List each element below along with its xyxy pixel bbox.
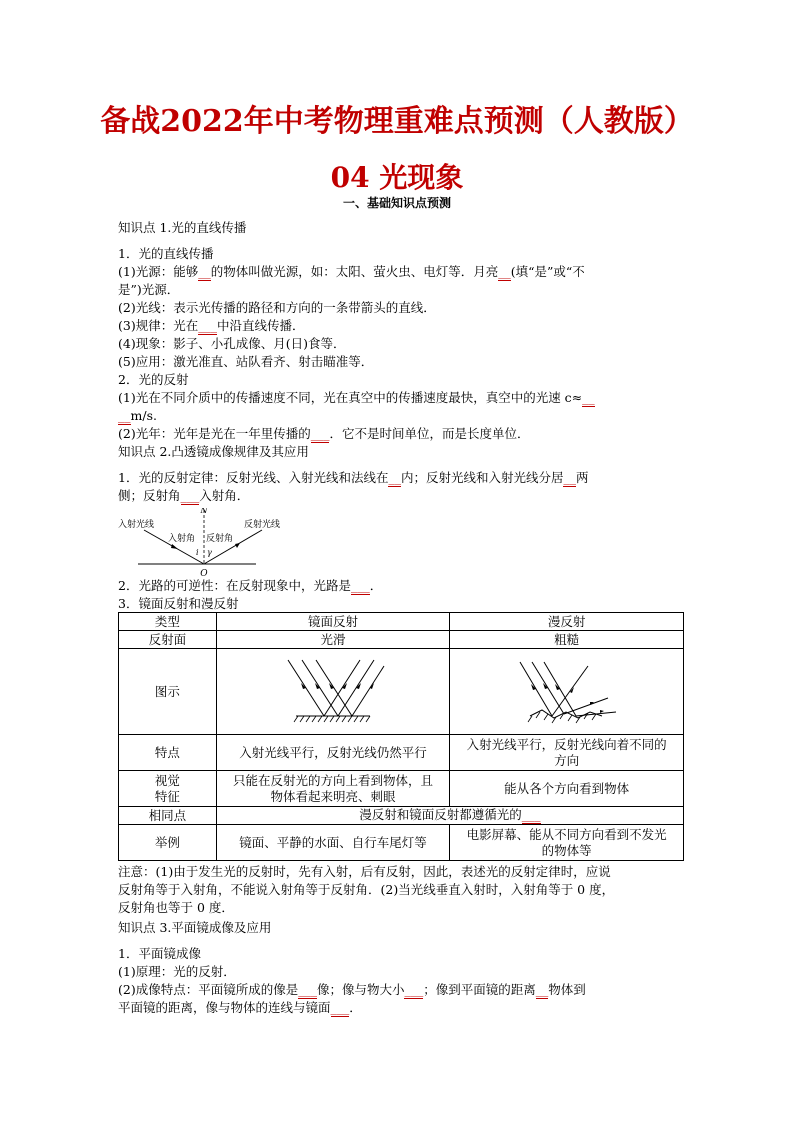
table-cell bbox=[216, 771, 450, 807]
text: 像；像与物大小 bbox=[316, 982, 405, 997]
text: 2．光路的可逆性：在反射现象中，光路是 bbox=[118, 578, 351, 593]
cell-line: 入射光线平行，反射光线向着不同的 bbox=[466, 736, 667, 752]
table-cell: 类型 bbox=[119, 613, 217, 631]
table-cell: 入射光线平行，反射光线仍然平行 bbox=[216, 735, 450, 771]
text: 平面镜的距离，像与物体的连线与镜面 bbox=[118, 1000, 331, 1015]
table-cell: 能从各个方向看到物体 bbox=[450, 771, 684, 807]
blank: ___ bbox=[350, 578, 370, 593]
blank: __ bbox=[563, 470, 576, 485]
text: m/s. bbox=[130, 408, 157, 423]
kp3-line1: (1)原理：光的反射． bbox=[118, 964, 236, 979]
chapter-title: 04 光现象 bbox=[330, 161, 464, 194]
table-cell: 相同点 bbox=[119, 807, 217, 825]
kp2-line2 bbox=[118, 488, 688, 505]
text: ． bbox=[369, 578, 383, 593]
text: 内；反射光线和入射光线分居 bbox=[400, 470, 564, 485]
text: 的物体叫做光源，如：太阳、萤火虫、电灯等．月亮 bbox=[210, 264, 499, 279]
table-cell bbox=[119, 771, 217, 807]
kp3-heading: 1．平面镜成像 bbox=[118, 946, 201, 961]
table-cell: 粗糙 bbox=[450, 631, 684, 649]
kp2-line3 bbox=[118, 578, 688, 595]
table-cell bbox=[450, 825, 684, 861]
cell-line: 物体看起来明亮、刺眼 bbox=[270, 788, 396, 804]
text: 中沿直线传播． bbox=[216, 318, 305, 333]
table-cell bbox=[216, 649, 450, 735]
specular-reflection-diagram bbox=[278, 652, 388, 728]
incident-ray-label: 入射光线 bbox=[118, 520, 155, 530]
blank: ___ bbox=[298, 982, 317, 997]
table-cell bbox=[216, 807, 683, 825]
table-row bbox=[119, 771, 684, 807]
table-cell bbox=[450, 649, 684, 735]
table-cell: 光滑 bbox=[216, 631, 450, 649]
kp1-line2: (2)光线：表示光传播的路径和方向的一条带箭头的直线． bbox=[118, 300, 436, 315]
blank: ___ bbox=[330, 1000, 350, 1015]
text: ． bbox=[349, 1000, 362, 1015]
note-line3: 反射角也等于 0 度． bbox=[118, 900, 234, 915]
blank: ___ bbox=[198, 318, 217, 333]
kp1-line6 bbox=[118, 390, 688, 407]
text: (填“是”或“不 bbox=[510, 264, 585, 279]
table-cell bbox=[450, 735, 684, 771]
kp2-line4: 3．镜面反射和漫反射 bbox=[118, 596, 239, 611]
origin-label: O bbox=[200, 569, 208, 578]
table-row bbox=[119, 735, 684, 771]
kp1-line5: (5)应用：激光准直、站队看齐、射击瞄准等． bbox=[118, 354, 374, 369]
table-cell: 镜面、平静的水面、自行车尾灯等 bbox=[216, 825, 450, 861]
reflection-law-diagram bbox=[116, 508, 316, 578]
kp3-line3 bbox=[118, 1000, 688, 1017]
text: 漫反射和镜面反射都遵循光的 bbox=[359, 807, 522, 822]
angle-r-label: γ bbox=[207, 548, 212, 557]
kp3-line2 bbox=[118, 982, 688, 999]
section-heading: 一、基础知识点预测 bbox=[342, 196, 451, 210]
blank: ___ bbox=[521, 807, 541, 822]
cell-line: 方向 bbox=[554, 752, 580, 768]
table-cell: 举例 bbox=[119, 825, 217, 861]
kp2-line1 bbox=[118, 470, 688, 487]
reflected-ray-label: 反射光线 bbox=[244, 520, 281, 530]
blank: __ bbox=[535, 982, 549, 997]
diffuse-reflection-diagram bbox=[512, 652, 622, 728]
table-row bbox=[119, 631, 684, 649]
text: 物体到 bbox=[548, 982, 586, 997]
reflected-angle-label: 反射角 bbox=[206, 534, 234, 544]
table-cell: 特点 bbox=[119, 735, 217, 771]
kp1-line1-cont: 是”)光源． bbox=[118, 282, 180, 297]
text: 侧；反射角 bbox=[118, 488, 181, 503]
angle-i-label: i bbox=[196, 548, 199, 557]
text: ；像到平面镜的距离 bbox=[423, 982, 536, 997]
cell-line: 只能在反射光的方向上看到物体，且 bbox=[233, 772, 434, 788]
cell-line: 特征 bbox=[154, 788, 180, 804]
blank: __ bbox=[498, 264, 511, 279]
table-cell: 镜面反射 bbox=[216, 613, 450, 631]
kp2-title: 知识点 2.凸透镜成像规律及其应用 bbox=[118, 444, 309, 459]
text: 两 bbox=[575, 470, 589, 485]
table-row bbox=[119, 825, 684, 861]
text: (2)成像特点：平面镜所成的像是 bbox=[118, 982, 299, 997]
kp1-line4: (4)现象：影子、小孔成像、月(日)食等． bbox=[118, 336, 346, 351]
kp1-line1 bbox=[118, 264, 688, 281]
blank: __ bbox=[582, 390, 595, 405]
document-title: 备战2022年中考物理重难点预测（人教版） bbox=[100, 104, 694, 139]
text: 1．光的反射定律：反射光线、入射光线和法线在 bbox=[118, 470, 389, 485]
cell-line: 的物体等 bbox=[541, 842, 592, 858]
kp3-title: 知识点 3.平面镜成像及应用 bbox=[118, 920, 272, 935]
blank: ___ bbox=[404, 982, 424, 997]
cell-line: 视觉 bbox=[154, 772, 180, 788]
kp1-title: 知识点 1.光的直线传播 bbox=[118, 220, 247, 235]
cell-line: 电影屏幕、能从不同方向看到不发光 bbox=[466, 826, 667, 842]
kp1-line3 bbox=[118, 318, 688, 335]
blank: __ bbox=[118, 408, 131, 423]
note-line2: 反射角等于入射角，不能说入射角等于反射角．(2)当光线垂直入射时，入射角等于 0 度， bbox=[118, 882, 615, 897]
text: 入射角． bbox=[199, 488, 250, 503]
table-row bbox=[119, 807, 684, 825]
blank: ___ bbox=[310, 426, 330, 441]
incident-angle-label: 入射角 bbox=[168, 534, 196, 544]
blank: __ bbox=[388, 470, 401, 485]
text: (3)规律：光在 bbox=[118, 318, 199, 333]
blank: __ bbox=[198, 264, 211, 279]
text: (2)光年：光年是光在一年里传播的 bbox=[118, 426, 311, 441]
text: (1)光源：能够 bbox=[118, 264, 199, 279]
table-cell: 图示 bbox=[119, 649, 217, 735]
kp1-heading: 1．光的直线传播 bbox=[118, 246, 214, 261]
blank: ___ bbox=[180, 488, 200, 503]
note-line1: 注意：(1)由于发生光的反射时，先有入射，后有反射，因此，表述光的反射定律时，应说 bbox=[118, 864, 611, 879]
text: ．它不是时间单位，而是长度单位． bbox=[329, 426, 530, 441]
kp1-heading2: 2．光的反射 bbox=[118, 372, 189, 387]
table-row bbox=[119, 649, 684, 735]
text: (1)光在不同介质中的传播速度不同，光在真空中的传播速度最快，真空中的光速 c≈ bbox=[118, 390, 583, 405]
kp1-line7 bbox=[118, 426, 688, 443]
table-cell: 反射面 bbox=[119, 631, 217, 649]
table-cell: 漫反射 bbox=[450, 613, 684, 631]
reflection-comparison-table bbox=[118, 612, 684, 861]
normal-label: N bbox=[200, 508, 208, 515]
kp1-line6-cont bbox=[118, 408, 688, 425]
table-row bbox=[119, 613, 684, 631]
